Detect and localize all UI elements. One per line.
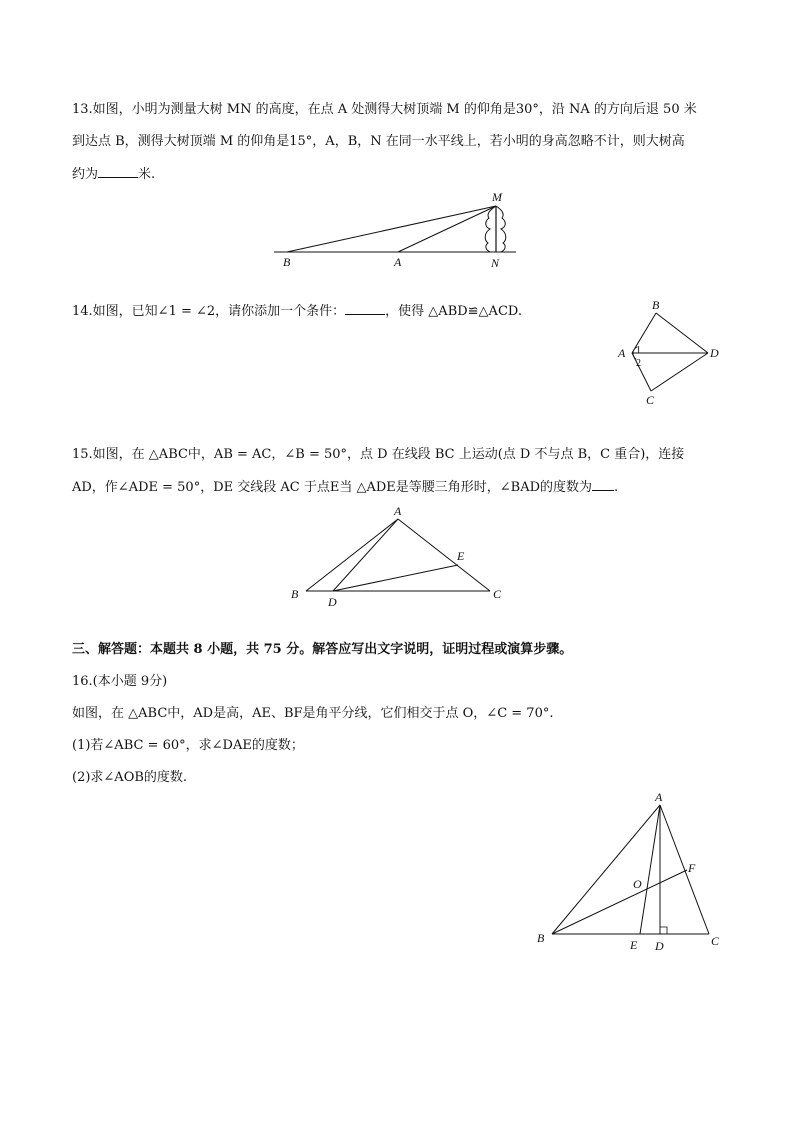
q14-answer-blank[interactable] [345,302,385,315]
q16-segment-ac [660,805,709,934]
q15-answer-blank[interactable] [592,478,614,491]
q15-segment-ac [398,519,490,591]
q13-label-b: B [283,255,291,269]
q15-segment-de [333,565,458,591]
q16-label-c: C [711,934,720,948]
q13-line-2: 到达点 B，测得大树顶端 M 的仰角是15°，A，B，N 在同一水平线上，若小明的身高忽略不计，则大树高 [72,134,685,149]
q16-stem: 如图，在 △ABC中，AD是高，AE、BF是角平分线，它们相交于点 O，∠C = 70°. [72,706,554,721]
q14-segment-bd [656,313,708,353]
q14-label-a: A [618,346,626,360]
q13-label-m: M [492,190,502,204]
q16-label-a: A [655,790,663,804]
q15-line-2-prefix: AD，作∠ADE = 50°，DE 交线段 AC 于点E当 △ADE是等腰三角形时，∠BAD的度数为 [72,480,593,495]
q16-label-d: D [655,939,664,953]
q16-segment-ae [640,805,660,934]
q14-label-c: C [646,393,655,407]
q16-right-angle-mark [660,927,667,934]
q16-label-o: O [633,877,642,891]
q15-figure [285,500,510,610]
q14-label-b: B [652,298,660,312]
q14-label-angle-1: 1 [636,345,641,356]
q15-line-2 [72,478,618,497]
q14-label-d: D [710,346,719,360]
q16-label-e: E [630,938,638,952]
q16-segment-bf [552,870,687,934]
q16-label-f: F [688,861,696,875]
q15-segment-ad [333,519,398,591]
q13-answer-blank[interactable] [98,165,138,178]
q15-label-a: A [394,504,402,518]
q13-line-1: 13.如图，小明为测量大树 MN 的高度，在点 A 处测得大树顶端 M 的仰角是30°，沿 NA 的方向后退 50 米 [72,102,697,117]
q13-segment-bm [287,206,496,252]
q14-segment-ac [632,353,651,391]
q13-label-n: N [491,256,500,270]
section-3-heading: 三、解答题：本题共 8 小题，共 75 分。解答应写出文字说明，证明过程或演算步骤。 [72,642,573,657]
q14-line [72,302,522,321]
q13-label-a: A [394,255,402,269]
q16-segment-ab [552,805,660,934]
q16-header: 16.(本小题 9分) [72,674,168,689]
q13-line-3-suffix: 米. [138,167,156,182]
q14-figure [612,296,727,408]
q15-line-2-suffix: . [614,480,619,495]
q13-figure [270,185,520,275]
q13-line-3-prefix: 约为 [72,167,99,182]
q13-line-3 [72,165,155,184]
q14-label-angle-2: 2 [636,358,641,369]
q14-segment-cd [651,353,708,391]
q15-label-c: C [493,587,502,601]
q15-line-1: 15.如图，在 △ABC中，AB = AC，∠B = 50°，点 D 在线段 BC 上运动(点 D 不与点 B，C 重合)，连接 [72,447,685,462]
q15-label-e: E [457,549,465,563]
q16-figure [530,785,725,955]
q15-label-b: B [291,587,299,601]
q16-part-1: (1)若∠ABC = 60°，求∠DAE的度数； [72,738,304,753]
q15-label-d: D [328,595,337,609]
q13-segment-am [398,206,496,252]
q14-text-prefix: 14.如图，已知∠1 = ∠2，请你添加一个条件： [72,304,346,319]
q16-part-2: (2)求∠AOB的度数. [72,770,188,785]
q16-label-b: B [537,931,545,945]
q14-text-suffix: ，使得 △ABD≌△ACD. [385,304,522,319]
